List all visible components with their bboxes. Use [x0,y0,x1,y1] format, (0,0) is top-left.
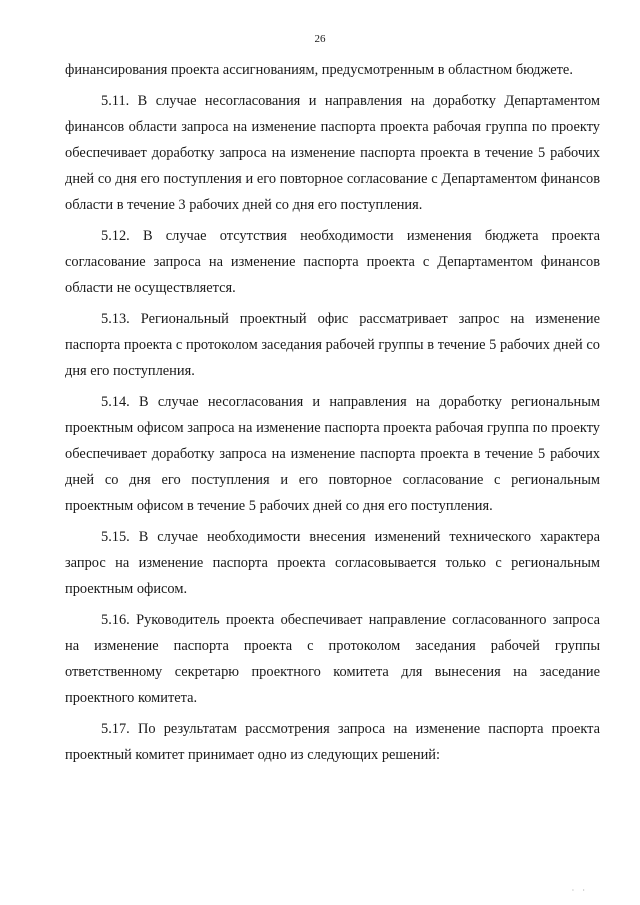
paragraph-5-16: 5.16. Руководитель проекта обеспечивает направление согласованного запроса на изменение паспорта проекта с протоколом заседания рабочей группы ответственному секретарю проектного комитета для вынесения на заседание проектного комитета. [65,612,600,706]
page-number: 26 [314,33,326,45]
paragraph-5-14: 5.14. В случае несогласования и направления на доработку региональным проектным офисом запроса на изменение паспорта проекта рабочая группа по проекту обеспечивает доработку запроса на изменение паспорта проекта в течение 5 рабочих дней со дня его поступления и его повторное согласование с региональным проектным офисом в течение 5 рабочих дней со дня его поступления. [65,394,600,514]
paragraph-continuation: финансирования проекта ассигнованиям, предусмотренным в областном бюджете. [65,62,573,78]
paragraph-5-15: 5.15. В случае необходимости внесения изменений технического характера запрос на изменение паспорта проекта согласовывается только с региональным проектным офисом. [65,529,600,597]
paragraph-5-12: 5.12. В случае отсутствия необходимости изменения бюджета проекта согласование запроса на изменение паспорта проекта с Департаментом финансов области не осуществляется. [65,228,600,296]
document-body [65,57,600,768]
paragraph-5-11: 5.11. В случае несогласования и направления на доработку Департаментом финансов области запроса на изменение паспорта проекта рабочая группа по проекту обеспечивает доработку запроса на изменение паспорта проекта в течение 5 рабочих дней со дня его поступления и его повторное согласование с Департаментом финансов области в течение 3 рабочих дней со дня его поступления. [65,93,600,213]
scan-artifact-mark: · · [571,886,588,895]
paragraph-5-17: 5.17. По результатам рассмотрения запроса на изменение паспорта проекта проектный комитет принимает одно из следующих решений: [65,721,600,763]
paragraph-5-13: 5.13. Региональный проектный офис рассматривает запрос на изменение паспорта проекта с протоколом заседания рабочей группы в течение 5 рабочих дней со дня его поступления. [65,311,600,379]
